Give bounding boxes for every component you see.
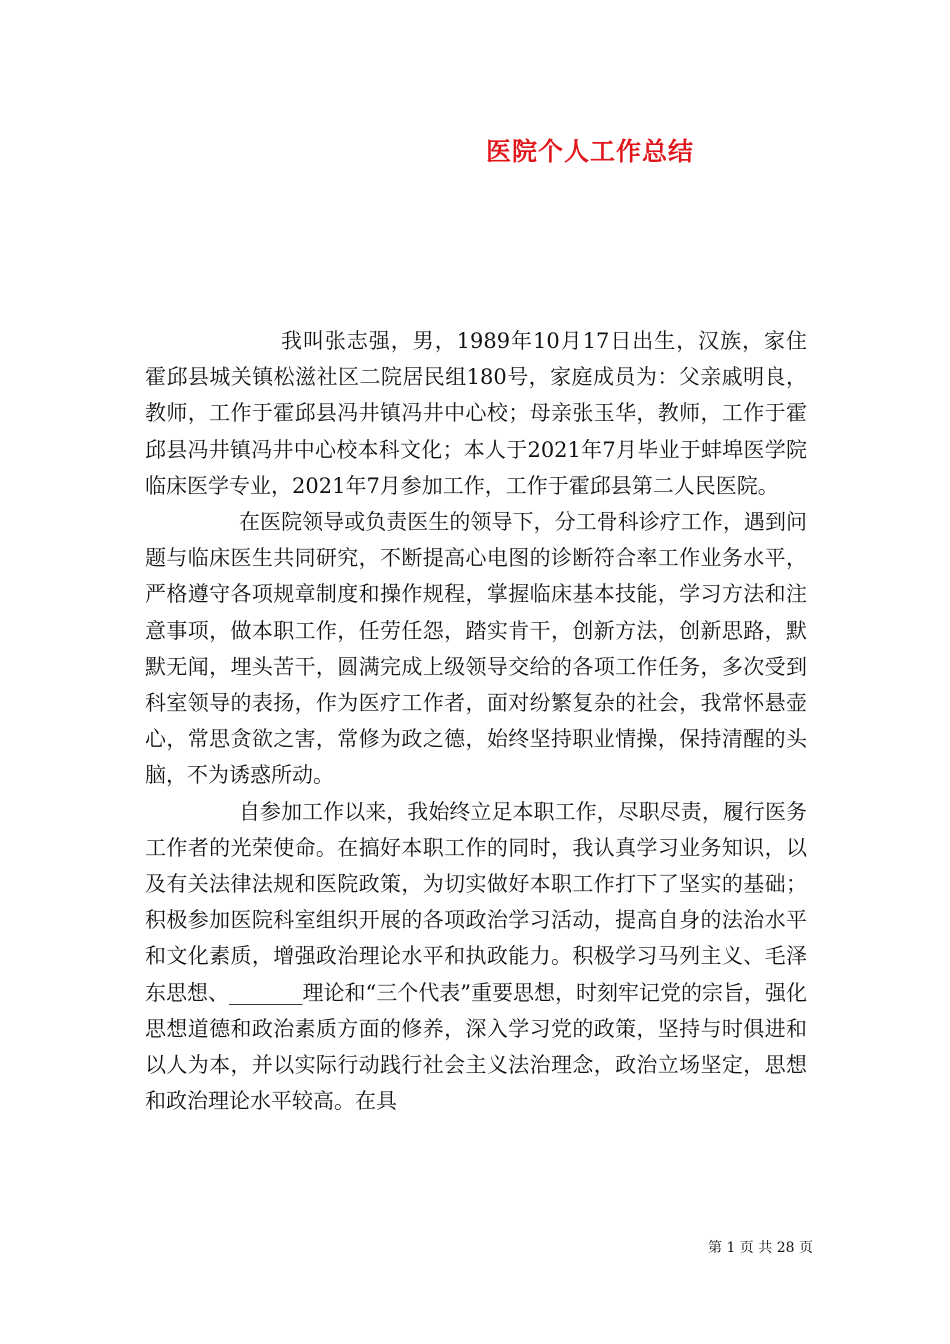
document-body (145, 323, 807, 1119)
paragraph-study-and-politics: 自参加工作以来，我始终立足本职工作，尽职尽责，履行医务工作者的光荣使命。在搞好本职工作的同时，我认真学习业务知识，以及有关法律法规和医院政策，为切实做好本职工作打下了坚实的基础；积极参加医院科室组织开展的各项政治学习活动，提高自身的法治水平和文化素质，增强政治理论水平和执政能力。积极学习马列主义、毛泽东思想、_______理论和“三个代表”重要思想，时刻牢记党的宗旨，强化思想道德和政治素质方面的修养，深入学习党的政策，坚持与时俱进和以人为本，并以实际行动践行社会主义法治理念，政治立场坚定，思想和政治理论水平较高。在具 (145, 799, 807, 1114)
paragraph-personal-info: 我叫张志强，男，1989年10月17日出生，汉族，家住霍邱县城关镇松滋社区二院居民组180号，家庭成员为：父亲戚明良，教师，工作于霍邱县冯井镇冯井中心校；母亲张玉华，教师，工作于霍邱县冯井镇冯井中心校本科文化；本人于2021年7月毕业于蚌埠医学院临床医学专业，2021年7月参加工作，工作于霍邱县第二人民医院。 (145, 329, 807, 498)
paragraph-work-duties: 在医院领导或负责医生的领导下，分工骨科诊疗工作，遇到问题与临床医生共同研究，不断提高心电图的诊断符合率工作业务水平，严格遵守各项规章制度和操作规程，掌握临床基本技能，学习方法和注意事项，做本职工作，任劳任怨，踏实肯干，创新方法，创新思路，默默无闻，埋头苦干，圆满完成上级领导交给的各项工作任务，多次受到科室领导的表扬，作为医疗工作者，面对纷繁复杂的社会，我常怀悬壶心，常思贪欲之害，常修为政之德，始终坚持职业情操，保持清醒的头脑，不为诱惑所动。 (145, 510, 807, 788)
page-title: 医院个人工作总结 (485, 137, 694, 166)
page-number-footer: 第 1 页 共 28 页 (708, 1240, 813, 1256)
